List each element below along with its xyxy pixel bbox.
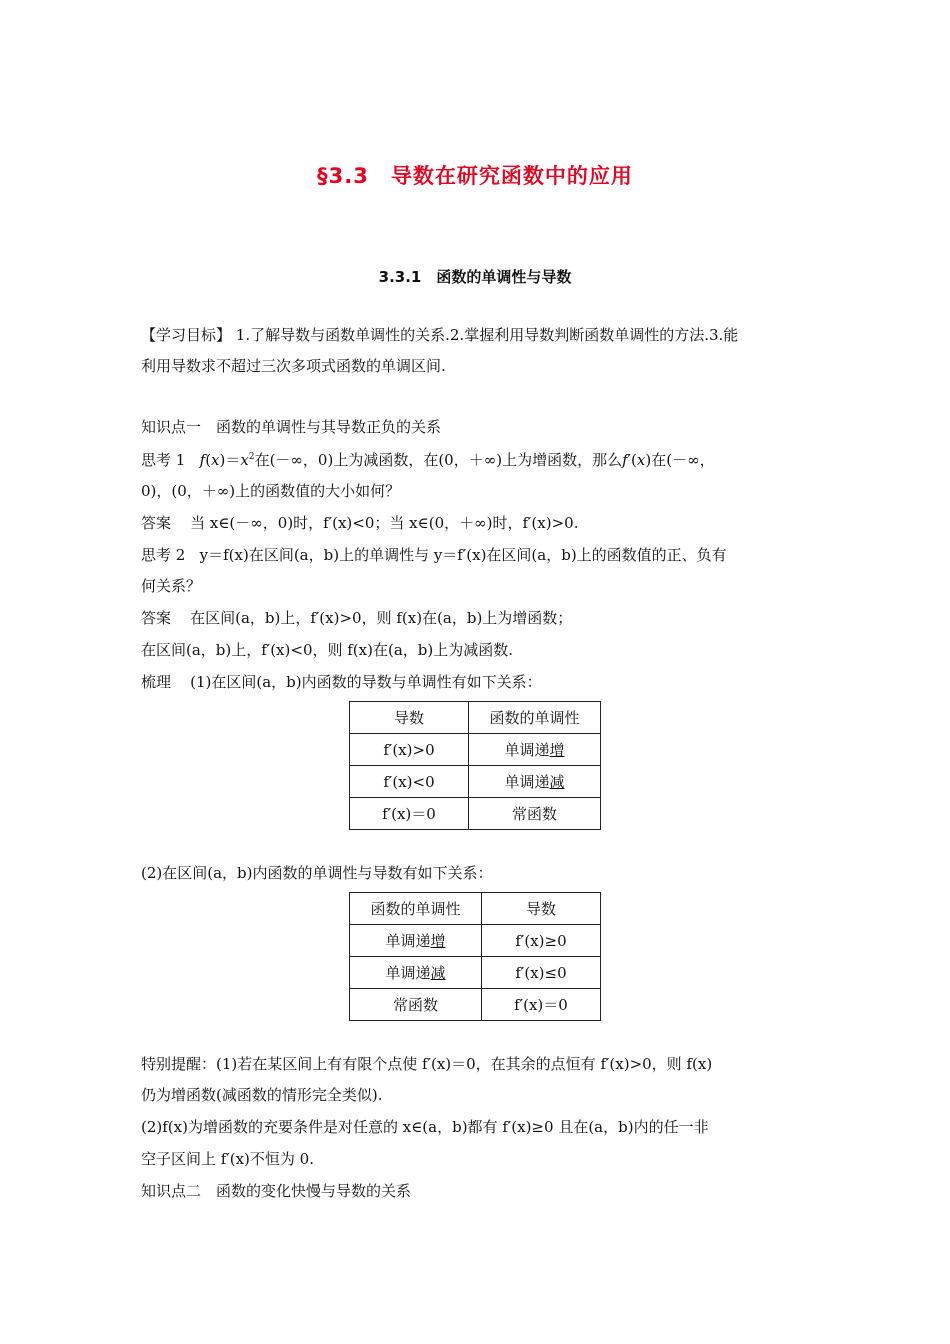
summary-line-2: (2)在区间(a，b)内函数的单调性与导数有如下关系： [141,864,493,882]
section-subtitle: 3.3.1 函数的单调性与导数 [378,268,572,286]
table-row [350,798,601,830]
table-cell: f′(x)＝0 [482,989,601,1021]
think-1-text-b: 在(－∞， [651,451,715,469]
table-row [350,893,601,925]
answer-1 [141,513,821,533]
answer-2-line-2: 在区间(a，b)上，f′(x)<0，则 f(x)在(a，b)上为减函数. [141,641,513,659]
note-line-3: (2)f(x)为增函数的充要条件是对任意的 x∈(a，b)都有 f′(x)≥0 且在(a，b)内的任一非 [141,1118,709,1136]
table-header: 导数 [350,702,469,734]
answer-2-label: 答案 [141,609,172,627]
summary-label: 梳理 [141,673,172,691]
table-cell: f′(x)≤0 [482,957,601,989]
think-1-derivative: f′(x) [622,451,652,469]
table-header: 导数 [482,893,601,925]
table-header: 函数的单调性 [350,893,482,925]
knowledge-point-2: 知识点二 函数的变化快慢与导数的关系 [141,1182,412,1200]
table-cell: f′(x)<0 [350,766,469,798]
cell-text: 单调递 [385,932,431,950]
table-row [350,957,601,989]
answer-2-text: 在区间(a，b)上，f′(x)>0，则 f(x)在(a，b)上为增函数； [190,609,573,627]
summary-text-1: (1)在区间(a，b)内函数的导数与单调性有如下关系： [190,673,542,691]
think-2-line-2: 何关系？ [141,577,202,595]
think-1-line-2: 0)，(0，＋∞)上的函数值的大小如何？ [141,482,401,500]
table-cell [350,957,482,989]
objectives-line-1 [141,325,821,345]
think-1-formula: $f(x)=x^2$ [199,451,255,469]
answer-2-line-1 [141,608,821,628]
monotonicity-derivative-table [349,892,601,1021]
objectives-text-1: 1.了解导数与函数单调性的关系.2.掌握利用导数判断函数单调性的方法.3.能 [235,326,739,344]
cell-underline: 增 [430,932,446,950]
note-line-4: 空子区间上 f′(x)不恒为 0. [141,1150,314,1168]
note-line-1: 特别提醒：(1)若在某区间上有有限个点使 f′(x)＝0，在其余的点恒有 f′(x)>0，则 f(x) [141,1055,713,1073]
cell-underline: 减 [430,964,446,982]
page-title: §3.3 导数在研究函数中的应用 [317,164,633,188]
think-1-text-a: 在(－∞，0)上为减函数，在(0，＋∞)上为增函数，那么 [254,451,623,469]
cell-text: 单调递 [504,741,550,759]
cell-text: 单调递 [504,773,550,791]
table-cell: f′(x)＝0 [350,798,469,830]
knowledge-point-1: 知识点一 函数的单调性与其导数正负的关系 [141,418,442,436]
answer-1-text: 当 x∈(－∞，0)时，f′(x)<0；当 x∈(0，＋∞)时，f′(x)>0. [190,514,579,532]
objectives-label: 【学习目标】 [141,326,232,344]
objectives-line-2: 利用导数求不超过三次多项式函数的单调区间. [141,357,446,375]
answer-1-label: 答案 [141,514,172,532]
summary-line-1 [141,672,821,692]
think-1-line-1 [141,450,821,470]
think-2-line-1 [141,545,821,565]
table-cell: f′(x)≥0 [482,925,601,957]
table-row [350,766,601,798]
table-row [350,925,601,957]
table-cell [350,925,482,957]
cell-text: 单调递 [385,964,431,982]
think-1-label: 思考 1 [141,451,186,469]
table-row [350,989,601,1021]
note-line-2: 仍为增函数(减函数的情形完全类似). [141,1086,383,1104]
think-2-text: y＝f(x)在区间(a，b)上的单调性与 y＝f′(x)在区间(a，b)上的函数值的正、负有 [199,546,727,564]
table-row [350,734,601,766]
table-row [350,702,601,734]
table-header: 函数的单调性 [469,702,601,734]
table-cell: f′(x)>0 [350,734,469,766]
table-cell: 常函数 [350,989,482,1021]
cell-underline: 增 [549,741,565,759]
table-cell: 常函数 [469,798,601,830]
derivative-monotonicity-table [349,701,601,830]
table-cell [469,734,601,766]
table-cell [469,766,601,798]
think-2-label: 思考 2 [141,546,186,564]
cell-underline: 减 [549,773,565,791]
